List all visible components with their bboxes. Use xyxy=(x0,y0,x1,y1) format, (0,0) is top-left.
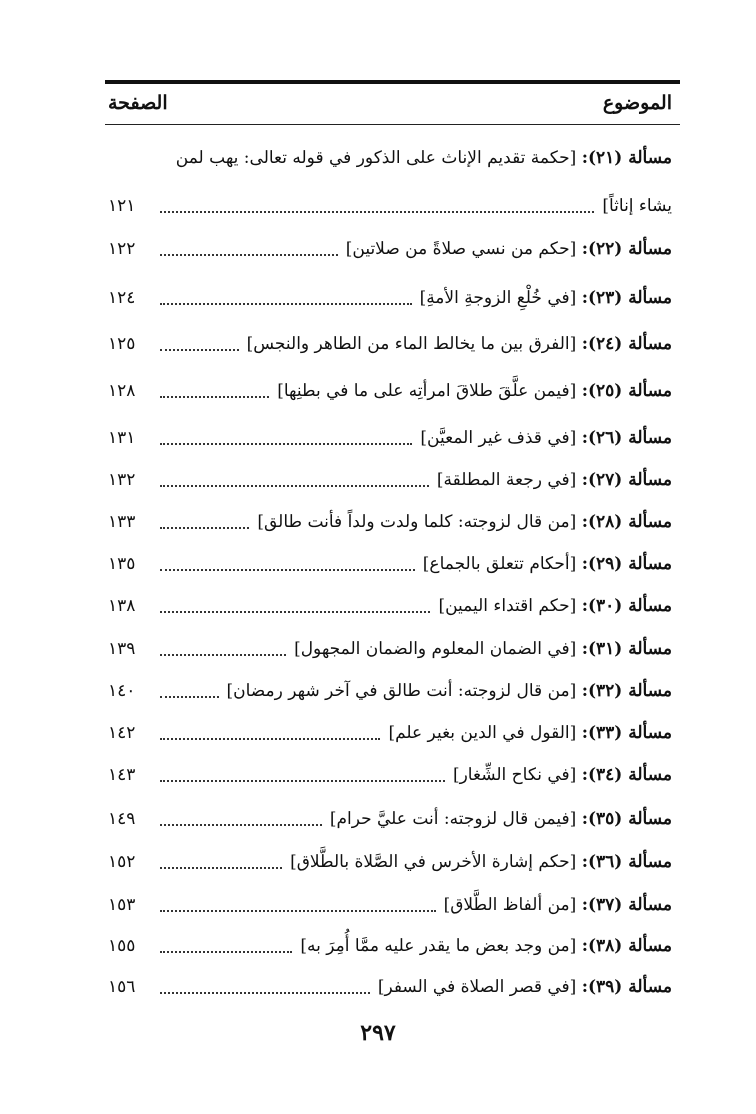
entry-title: [الفرق بين ما يخالط الماء من الطاهر والنجس] xyxy=(246,334,577,354)
entry-page-number: ١٣٣ xyxy=(108,512,136,532)
entry-page-number: ١٣٢ xyxy=(108,470,136,490)
dot-leader xyxy=(160,738,380,740)
dot-leader xyxy=(160,992,370,994)
entry-page-number: ١٣٩ xyxy=(108,639,136,659)
toc-entry xyxy=(108,189,672,223)
entry-page-number: ١٥٢ xyxy=(108,852,136,872)
entry-number: مسألة (٣٦): xyxy=(581,852,672,872)
entry-title: [حكم إشارة الأخرس في الصَّلاة بالطَّلاق] xyxy=(290,852,577,872)
entry-page-number: ١٤٢ xyxy=(108,723,136,743)
toc-entry xyxy=(108,802,672,836)
dot-leader xyxy=(160,443,412,445)
toc-entry xyxy=(108,374,672,408)
entry-page-number: ١٢٢ xyxy=(108,239,136,259)
toc-entry xyxy=(108,327,672,361)
entry-number: مسألة (٢١): xyxy=(581,148,672,168)
dot-leader xyxy=(160,569,415,571)
header-top-rule xyxy=(105,80,680,84)
entry-number: مسألة (٣٠): xyxy=(581,596,672,616)
toc-entry xyxy=(108,505,672,539)
entry-page-number: ١٢٥ xyxy=(108,334,136,354)
entry-number: مسألة (٢٦): xyxy=(581,428,672,448)
toc-entry xyxy=(108,281,672,315)
entry-number: مسألة (٢٥): xyxy=(581,381,672,401)
entry-page-number: ١٥٦ xyxy=(108,977,136,997)
header-bottom-rule xyxy=(105,124,680,125)
dot-leader xyxy=(160,211,594,213)
entry-title: [في نكاح الشِّغار] xyxy=(452,765,577,785)
entry-title: [حكمة تقديم الإناث على الذكور في قوله تعالى: يهب لمن xyxy=(175,148,577,168)
toc-entry xyxy=(108,716,672,750)
toc-entry xyxy=(108,888,672,922)
entry-page-number: ١٢١ xyxy=(108,196,136,216)
entry-title: [فيمن علَّقَ طلاقَ امرأتِه على ما في بطنِها] xyxy=(277,381,577,401)
entry-number: مسألة (٢٤): xyxy=(581,334,672,354)
toc-entry xyxy=(108,589,672,623)
toc-entry xyxy=(108,421,672,455)
toc-entry xyxy=(108,970,672,1004)
entry-number: مسألة (٣٩): xyxy=(581,977,672,997)
entry-number: مسألة (٢٨): xyxy=(581,512,672,532)
entry-title: [حكم اقتداء اليمين] xyxy=(438,596,577,616)
dot-leader xyxy=(160,867,282,869)
entry-page-number: ١٤٣ xyxy=(108,765,136,785)
entry-number: مسألة (٢٧): xyxy=(581,470,672,490)
dot-leader xyxy=(160,396,269,398)
entry-number: مسألة (٣١): xyxy=(581,639,672,659)
toc-entry xyxy=(108,929,672,963)
entry-number: مسألة (٣٥): xyxy=(581,809,672,829)
dot-leader xyxy=(160,303,412,305)
dot-leader xyxy=(160,527,249,529)
entry-number: مسألة (٢٢): xyxy=(581,239,672,259)
entry-number: مسألة (٢٣): xyxy=(581,288,672,308)
entry-number: مسألة (٣٤): xyxy=(581,765,672,785)
entry-title: [القول في الدين بغير علم] xyxy=(388,723,577,743)
entry-title: [في قذف غير المعيَّن] xyxy=(420,428,577,448)
entry-title: [في الضمان المعلوم والضمان المجهول] xyxy=(294,639,577,659)
toc-entry xyxy=(108,547,672,581)
dot-leader xyxy=(160,254,338,256)
entry-page-number: ١٢٤ xyxy=(108,288,136,308)
entry-number: مسألة (٢٩): xyxy=(581,554,672,574)
entry-page-number: ١٣٥ xyxy=(108,554,136,574)
entry-title: [في قصر الصلاة في السفر] xyxy=(377,977,577,997)
toc-entry xyxy=(108,632,672,666)
toc-entry xyxy=(108,758,672,792)
dot-leader xyxy=(160,910,436,912)
dot-leader xyxy=(160,780,445,782)
dot-leader xyxy=(160,611,430,613)
entry-page-number: ١٤٩ xyxy=(108,809,136,829)
page-number: ٢٩٧ xyxy=(360,1020,396,1046)
entry-title: [أحكام تتعلق بالجماع] xyxy=(422,554,577,574)
entry-page-number: ١٣١ xyxy=(108,428,136,448)
toc-entry xyxy=(108,141,672,175)
entry-title: [من ألفاظ الطَّلاق] xyxy=(443,895,577,915)
entry-number: مسألة (٣٣): xyxy=(581,723,672,743)
toc-entry xyxy=(108,463,672,497)
entry-page-number: ١٣٨ xyxy=(108,596,136,616)
entry-title: [حكم من نسي صلاةً من صلاتين] xyxy=(345,239,577,259)
entry-page-number: ١٢٨ xyxy=(108,381,136,401)
dot-leader xyxy=(160,824,322,826)
entry-number: مسألة (٣٢): xyxy=(581,681,672,701)
entry-page-number: ١٥٥ xyxy=(108,936,136,956)
entry-title: [من قال لزوجته: أنت طالق في آخر شهر رمضان] xyxy=(226,681,577,701)
topic-column-header: الموضوع xyxy=(602,92,672,114)
entry-number: مسألة (٣٧): xyxy=(581,895,672,915)
dot-leader xyxy=(160,951,292,953)
entry-page-number: ١٤٠ xyxy=(108,681,136,701)
entry-title: [من وجد بعض ما يقدر عليه ممَّا أُمِرَ به] xyxy=(300,936,577,956)
toc-entry xyxy=(108,674,672,708)
entry-page-number: ١٥٣ xyxy=(108,895,136,915)
entry-title: يشاء إناثاً] xyxy=(602,196,672,216)
page-column-header: الصفحة xyxy=(108,92,168,114)
dot-leader xyxy=(160,349,239,351)
entry-title: [فيمن قال لزوجته: أنت عليَّ حرام] xyxy=(329,809,577,829)
entry-title: [في رجعة المطلقة] xyxy=(436,470,577,490)
entry-title: [من قال لزوجته: كلما ولدت ولداً فأنت طالق] xyxy=(257,512,577,532)
entry-number: مسألة (٣٨): xyxy=(581,936,672,956)
toc-entry xyxy=(108,845,672,879)
dot-leader xyxy=(160,696,219,698)
dot-leader xyxy=(160,654,286,656)
toc-entry xyxy=(108,232,672,266)
entry-title: [في خُلْعِ الزوجةِ الأمةِ] xyxy=(419,288,577,308)
dot-leader xyxy=(160,485,429,487)
